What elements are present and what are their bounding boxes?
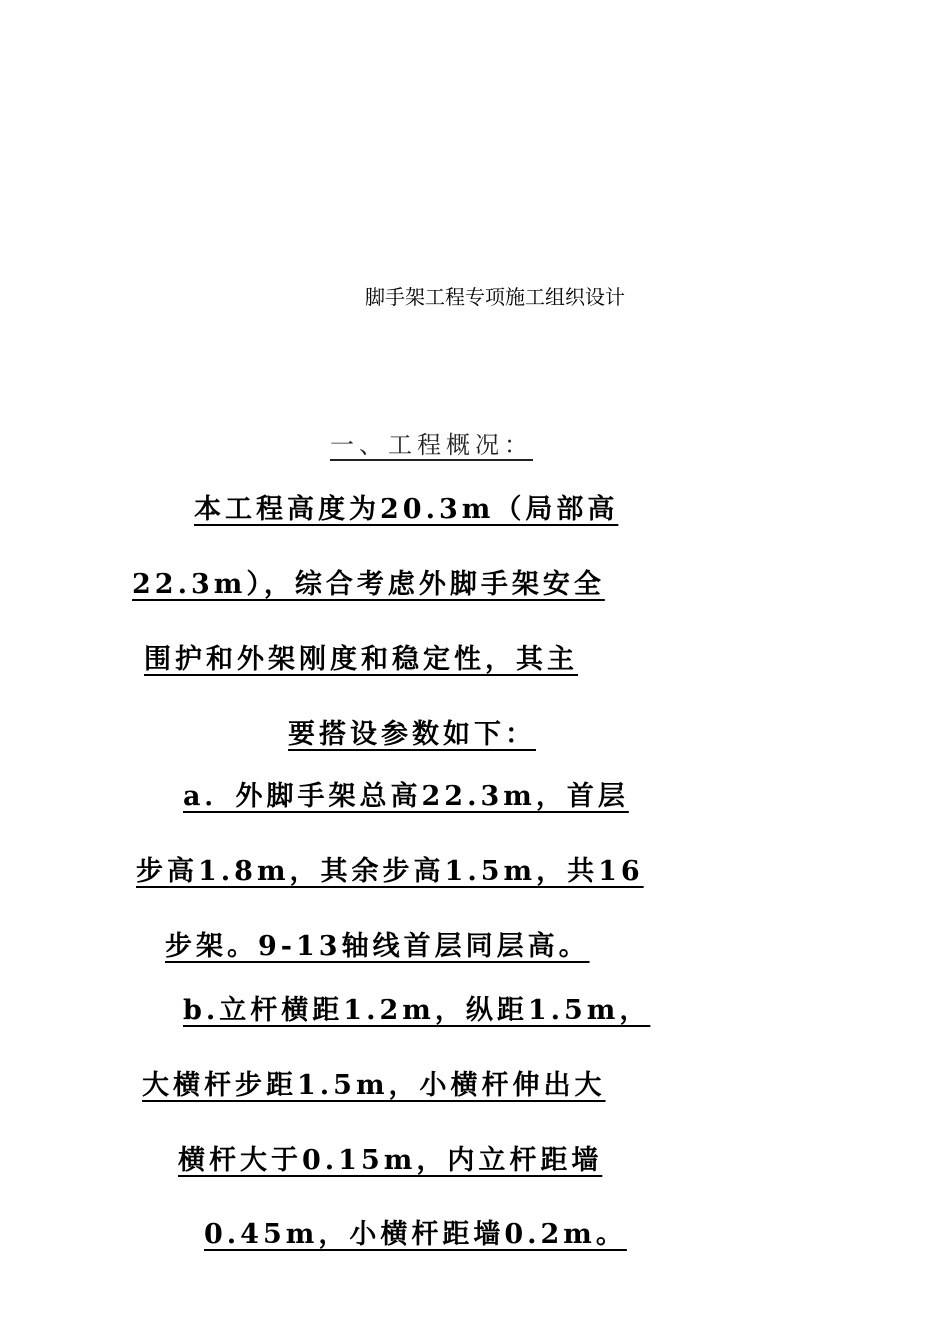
paragraph-line-2: [132, 565, 605, 605]
document-title: 脚手架工程专项施工组织设计: [365, 285, 625, 309]
section-heading-text: 一、工程概况：: [330, 431, 533, 459]
paragraph-line-3: [144, 640, 578, 680]
item-b-line-1-text: b.立杆横距1.2m，纵距1.5m，: [183, 995, 651, 1026]
item-b-line-2-text: 大横杆步距1.5m，小横杆伸出大: [142, 1070, 606, 1101]
item-b-line-1: [183, 991, 650, 1031]
item-b-line-4: [204, 1215, 627, 1255]
paragraph-line-3-text: 围护和外架刚度和稳定性，其主: [144, 644, 578, 675]
item-a-line-2-text: 步高1.8m，其余步高1.5m，共16: [136, 856, 644, 887]
item-b-line-4-text: 0.45m，小横杆距墙0.2m。: [204, 1219, 627, 1250]
item-b-line-2: [142, 1066, 606, 1106]
item-a-line-1-text: a．外脚手架总高22.3m，首层: [183, 781, 629, 812]
item-a-line-3: [165, 927, 590, 967]
item-a-line-3-text: 步架。9-13轴线首层同层高。: [165, 931, 590, 962]
paragraph-line-1: [194, 490, 618, 530]
paragraph-line-4: [288, 715, 536, 755]
item-b-line-3: [178, 1141, 602, 1181]
item-a-line-2: [136, 852, 644, 892]
item-b-line-3-text: 横杆大于0.15m，内立杆距墙: [178, 1145, 603, 1176]
paragraph-line-2-text: 22.3m），综合考虑外脚手架安全: [132, 569, 605, 600]
item-a-line-1: [183, 777, 629, 817]
paragraph-line-1-text: 本工程高度为20.3m（局部高: [194, 494, 619, 525]
section-heading: [330, 425, 533, 465]
paragraph-line-4-text: 要搭设参数如下：: [288, 719, 536, 750]
